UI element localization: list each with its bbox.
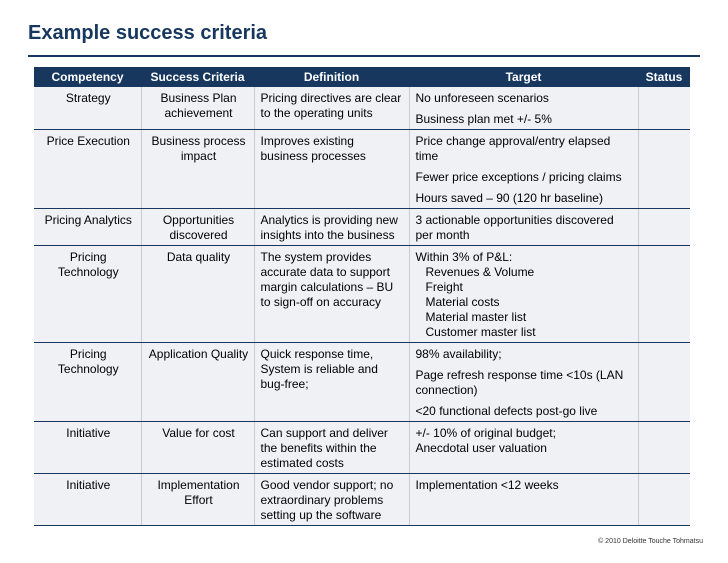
target-line: <20 functional defects post-go live [415, 404, 598, 418]
competency-cell: Strategy [34, 87, 141, 130]
target-cell [409, 246, 638, 343]
status-cell [638, 87, 690, 130]
status-cell [638, 246, 690, 343]
target-line: Price change approval/entry elapsed time [415, 134, 611, 163]
success-criteria-cell: Business Plan achievement [141, 87, 254, 130]
target-sub-item: Customer master list [425, 325, 536, 339]
competency-cell: Initiative [34, 422, 141, 474]
target-sub-item: Material master list [425, 310, 527, 324]
target-cell [409, 209, 638, 246]
competency-cell: Pricing Technology [34, 343, 141, 422]
success-criteria-cell: Business process impact [141, 130, 254, 209]
target-line: Hours saved – 90 (120 hr baseline) [415, 191, 603, 205]
table-row [34, 343, 690, 422]
status-cell [638, 474, 690, 526]
target-line: Page refresh response time <10s (LAN connection) [415, 368, 624, 397]
definition-cell: Good vendor support; no extraordinary problems setting up the software [254, 474, 409, 526]
success-criteria-cell: Implementation Effort [141, 474, 254, 526]
column-header-success-criteria: Success Criteria [141, 67, 254, 87]
target-sub-item: Revenues & Volume [425, 265, 535, 279]
target-line: 98% availability; [415, 347, 502, 361]
column-header-definition: Definition [254, 67, 409, 87]
competency-cell: Pricing Technology [34, 246, 141, 343]
competency-cell: Initiative [34, 474, 141, 526]
target-line: Within 3% of P&L: [415, 250, 513, 264]
status-cell [638, 209, 690, 246]
table-row [34, 209, 690, 246]
target-cell [409, 422, 638, 474]
table-row [34, 246, 690, 343]
target-cell [409, 474, 638, 526]
definition-cell: Improves existing business processes [254, 130, 409, 209]
copyright-notice: © 2010 Deloitte Touche Tohmatsu [598, 538, 703, 545]
column-header-status: Status [638, 67, 690, 87]
success-criteria-cell: Data quality [141, 246, 254, 343]
target-cell [409, 343, 638, 422]
target-line: +/- 10% of original budget; [415, 426, 556, 440]
target-cell [409, 130, 638, 209]
status-cell [638, 343, 690, 422]
definition-cell: The system provides accurate data to support margin calculations – BU to sign-off on accuracy [254, 246, 409, 343]
table-row [34, 422, 690, 474]
target-sub-item: Freight [425, 280, 463, 294]
target-line: No unforeseen scenarios [415, 91, 549, 105]
table-row [34, 474, 690, 526]
table-row [34, 130, 690, 209]
status-cell [638, 422, 690, 474]
status-cell [638, 130, 690, 209]
success-criteria-table [34, 67, 690, 526]
success-criteria-cell: Value for cost [141, 422, 254, 474]
competency-cell: Pricing Analytics [34, 209, 141, 246]
definition-cell: Analytics is providing new insights into the business [254, 209, 409, 246]
target-line: Implementation <12 weeks [415, 478, 559, 492]
definition-cell: Can support and deliver the benefits within the estimated costs [254, 422, 409, 474]
success-criteria-cell: Opportunities discovered [141, 209, 254, 246]
table-header-row [34, 67, 690, 87]
page-title: Example success criteria [28, 22, 268, 44]
target-cell [409, 87, 638, 130]
definition-cell: Pricing directives are clear to the operating units [254, 87, 409, 130]
target-line: Fewer price exceptions / pricing claims [415, 170, 622, 184]
competency-cell: Price Execution [34, 130, 141, 209]
target-line: Business plan met +/- 5% [415, 112, 552, 126]
table-row [34, 87, 690, 130]
definition-cell: Quick response time, System is reliable and bug-free; [254, 343, 409, 422]
column-header-competency: Competency [34, 67, 141, 87]
success-criteria-cell: Application Quality [141, 343, 254, 422]
column-header-target: Target [409, 67, 638, 87]
target-line: Anecdotal user valuation [415, 441, 547, 455]
target-line: 3 actionable opportunities discovered per month [415, 213, 614, 242]
title-underline [28, 55, 700, 57]
target-sub-item: Material costs [425, 295, 500, 309]
